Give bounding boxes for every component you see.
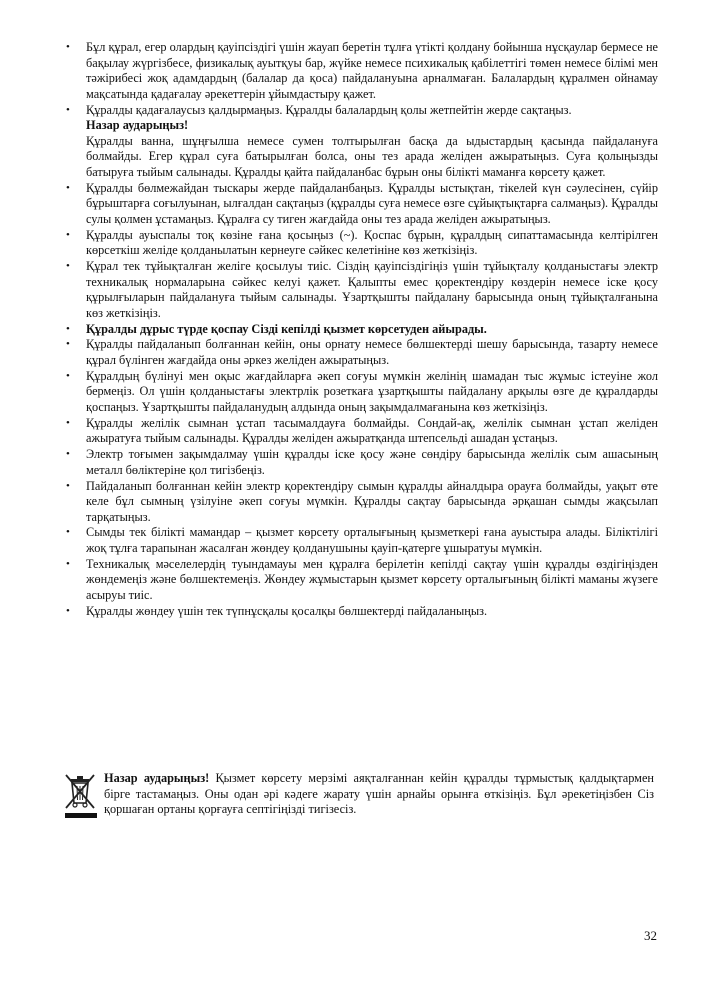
bullet: • xyxy=(66,526,70,539)
bullet: • xyxy=(66,103,70,116)
list-item xyxy=(64,40,658,102)
item-text: Құралды жөндеу үшін тек түпнұсқалы қосалқы бөлшектерді пайдаланыңыз. xyxy=(86,603,488,618)
bullet: • xyxy=(66,416,70,429)
bullet: • xyxy=(66,557,70,570)
item-text: Электр тоғымен зақымдалмау үшін құралды іске қосу және сөндіру барысында желілік сым ашасының металл бөліктеріне қол тигізбеңіз. xyxy=(86,447,658,477)
item-text-bold: Құралды дұрыс түрде қоспау Сізді кепілді қызмет көрсетуден айырады. xyxy=(86,321,487,336)
item-text: Сымды тек білікті мамандар – қызмет көрсету орталығының қызметкері ғана ауыстыра алады. Біліктілігі жоқ тұлға тарапынан жасалған жөндеу қолданушыны қауіп-қатерге ұшыратуы мүмкін. xyxy=(86,525,658,556)
list-item xyxy=(64,604,658,620)
list-item xyxy=(64,337,658,368)
list-item xyxy=(64,557,658,604)
item-text: Құралды желілік сымнан ұстап тасымалдауға болмайды. Сондай-ақ, желілік сымнан ұстап желіден ажыратуға тыйым салынады. Құралды желіден ажыратқанда штепсельді ашадан ұстаңыз. xyxy=(86,415,658,446)
list-item xyxy=(64,228,658,259)
bullet: • xyxy=(66,369,70,382)
item-text: Құралды пайдаланып болғаннан кейін, оны орнату немесе бөлшектерді шешу барысында, тазарту немесе құрал бүлінген жағдайда оны әркез желіден ажыратыңыз. xyxy=(86,337,658,367)
bullet: • xyxy=(66,604,70,617)
item-text: Құрал тек тұйықталған желіге қосылуы тиіс. Сіздің қауіпсіздігіңіз үшін тұйықталу қолданыстағы электр техникалық нормаларына сәйкес келуі қажет. Қалыпты емес қоректендіру көздерін немесе іске қосу құрылғыларын пайдалануға тыйым салынады. Ұзартқышты пайдалану барысында оның тұйықталғанына көз жеткізіңіз. xyxy=(86,259,658,320)
attention-heading: Назар аударыңыз! xyxy=(86,118,189,133)
list-item xyxy=(64,259,658,321)
item-text: Пайдаланып болғаннан кейін электр қоректендіру сымын құралды айналдыра орауға болмайды, уақыт өте келе бұл сымның үзілуіне әкеп соғуы мүмкін. Құралды сақтау барысында әрқашан сымды жақсылап тарқатыңыз. xyxy=(86,478,658,524)
item-text: Құралдың бүлінуі мен оқыс жағдайларға әкеп соғуы мүмкін желінің шамадан тыс жұмыс істеуіне жол бермеңіз. Ол үшін қолданыстағы электрлік розеткаға ұзартқышты пайдалану арқылы өзге де құралдарды қоспаңыз. Ұзартқышты пайдаланудың алдында оның зақымдалмағанына көз жеткізіңіз. xyxy=(86,368,658,414)
bullet: • xyxy=(66,41,70,53)
list-item xyxy=(64,479,658,526)
safety-instructions-list xyxy=(64,40,658,620)
warning-body: Қызмет көрсету мерзімі аяқталғаннан кейін құралды тұрмыстық қалдықтармен бірге тастамаңыз. Оны одан әрі кәдеге жарату үшін арнайы орынға өткізіңіз. Бұл әрекетіңізбен Сіз қоршаған ортаны қорғауға септігіңізді тигізесіз. xyxy=(104,771,655,817)
item-text: Техникалық мәселелердің туындамауы мен құралға берілетін кепілді сақтау үшін құралды өздігіңізден жөндемеңіз және бөлшектемеңіз. Жөндеу жұмыстарын қызмет көрсету орталығының білікті маманы жүзеге асыруы тиіс. xyxy=(86,556,658,603)
bullet: • xyxy=(66,181,70,194)
bullet: • xyxy=(66,479,70,492)
item-text: Бұл құрал, егер олардың қауіпсіздігі үшін жауап беретін тұлға үтікті қолдану бойынша нұсқаулар бермесе не бақылау жүргізбесе, физикалық ауытқуы бар, жүйке немесе психикалық қабілеттігі төмен немесе білімі мен тәжірибесі жоқ адамдардың (балалар да қоса) пайдалануына арналмаған. Балалардың құралмен ойнамау мақсатында қадағалау әрекеттерін ұйымдастыру қажет. xyxy=(86,40,658,101)
bullet: • xyxy=(66,260,70,273)
warning-title: Назар аударыңыз! xyxy=(104,771,210,785)
item-text: Құралды бөлмежайдан тыскары жерде пайдаланбаңыз. Құралды ыстықтан, тікелей күн сәулесінен, сүйір бұрыштарға соғылуынан, ылғалдан сақтаңыз (құралды суға немесе өзге сұйықтықтарға салмаңыз). Құралды сулы қолмен ұстамаңыз. Құралға су тиген жағдайда оны тез арада желіден ажыратыңыз. xyxy=(86,180,658,226)
item-text: Құралды қадағалаусыз қалдырмаңыз. Құралды балалардың қолы жетпейтін жерде сақтаңыз. xyxy=(86,102,572,117)
disposal-warning xyxy=(64,771,658,831)
warning-text xyxy=(104,771,654,818)
bullet: • xyxy=(66,338,70,351)
bullet: • xyxy=(66,228,70,241)
list-item xyxy=(64,525,658,556)
crossed-out-bin-icon xyxy=(64,773,98,821)
list-item xyxy=(64,369,658,416)
list-item xyxy=(64,447,658,478)
bullet: • xyxy=(66,322,70,335)
list-item xyxy=(64,181,658,228)
list-item xyxy=(64,416,658,447)
list-item xyxy=(64,103,658,181)
list-item xyxy=(64,322,658,338)
item-text: Құралды ауыспалы тоқ көзіне ғана қосыңыз (~). Қоспас бұрын, құралдың сипаттамасында келтірілген көрсеткіш желіде қолданылатын кернеуге сәйкес келетініне көз жеткізіңіз. xyxy=(86,227,658,258)
bullet: • xyxy=(66,448,70,461)
item-extra-text: Құралды ванна, шұңғылша немесе сумен толтырылған басқа да ыдыстардың қасында пайдалануға болмайды. Егер құрал суға батырылған болса, оны тез арада желіден ажыратыңыз. Суға қолыңызды батыруға тыйым салынады. Құралды қайта пайдаланбас бұрын оны білікті маманға көрсету қажет. xyxy=(86,133,658,179)
page-number: 32 xyxy=(644,928,657,943)
